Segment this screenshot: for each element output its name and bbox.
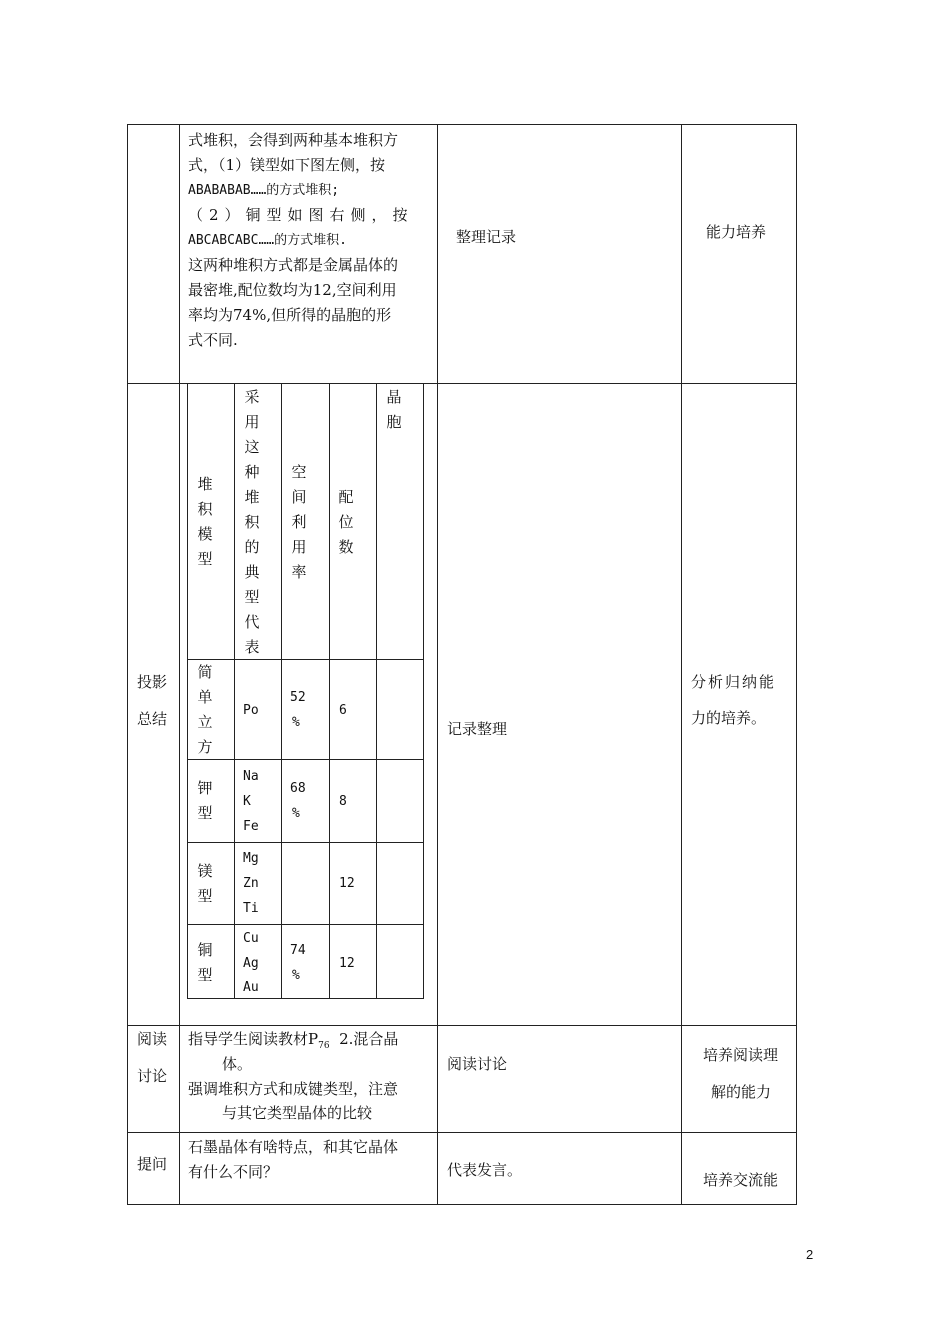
header-stacking-model: 堆 积 模 型 [197,475,213,568]
rate-potassium-unit: % [292,806,300,821]
page-number: 2 [806,1247,814,1262]
table-border-top [127,124,797,125]
rate-simple-cubic-unit: % [292,715,300,730]
inner-col-4 [376,384,377,999]
inner-col-1 [234,384,235,999]
row3-student-activity: 阅读讨论 [447,1055,508,1073]
model-potassium: 钾 型 [197,779,213,822]
row1-goal: 能力培养 [706,223,767,241]
row3-stage-line-1: 阅读 [137,1030,168,1048]
row1-line-3: ABABABAB……的方式堆积; [188,183,340,198]
examples-copper-3: Au [243,980,259,995]
model-copper: 铜 型 [197,941,213,984]
rate-potassium-value: 68 [290,781,306,796]
row2-stage-line-1: 投影 [137,673,168,691]
inner-col-3 [329,384,330,999]
inner-col-2 [281,384,282,999]
header-typical-examples: 采 用 这 种 堆 积 的 典 型 代 表 [244,388,260,656]
examples-copper-2: Ag [243,956,259,971]
header-coordination-number: 配 位 数 [338,488,354,556]
cn-potassium: 8 [339,794,347,809]
row1-student-activity: 整理记录 [456,228,517,246]
inner-row-2 [187,759,424,760]
row1-content [188,128,433,353]
row3-content-a: 指导学生阅读教材P [188,1030,319,1048]
rate-copper-value: 74 [290,943,306,958]
row1-line-8: 率均为74%,但所得的晶胞的形 [188,306,392,324]
examples-magnesium-3: Ti [243,901,259,916]
row1-line-2: 式，（1）镁型如下图左侧，按 [188,156,386,174]
row3-content-b: 2.混合晶 [329,1030,399,1048]
header-space-utilization: 空 间 利 用 率 [291,463,307,581]
table-col-divider-3 [681,124,682,1205]
header-unit-cell: 晶 胞 [386,388,402,431]
row2-goal-line-1: 分析归纳能 [691,673,777,691]
row1-line-9: 式不同. [188,331,238,349]
row2-stage-line-2: 总结 [137,710,168,728]
row3-content-line-4: 与其它类型晶体的比较 [222,1104,373,1122]
row4-stage: 提问 [137,1155,168,1173]
table-col-divider-1 [179,124,180,1205]
row1-line-4: （2）铜型如图右侧，按 [188,206,414,224]
examples-potassium-1: Na [243,769,259,784]
table-border-right [796,124,797,1205]
inner-row-3 [187,842,424,843]
inner-table-left [187,384,188,999]
examples-potassium-3: Fe [243,819,259,834]
row3-content-line-2: 体。 [222,1055,253,1073]
row3-content-line-3: 强调堆积方式和成键类型，注意 [188,1080,399,1098]
row1-line-6: 这两种堆积方式都是金属晶体的 [188,256,399,274]
model-magnesium: 镁 型 [197,862,213,905]
inner-row-1 [187,659,424,660]
row4-content-line-2: 有什么不同？ [188,1163,279,1181]
inner-table-bottom [187,998,424,999]
row3-goal-line-2: 解的能力 [711,1083,772,1101]
row3-content-line-1 [188,1027,398,1059]
row-divider-1 [127,383,797,384]
row2-goal-line-2: 力的培养。 [691,709,767,727]
row2-student-activity: 记录整理 [447,720,508,738]
examples-magnesium-2: Zn [243,876,259,891]
examples-magnesium-1: Mg [243,851,259,866]
inner-table-right [423,384,424,999]
table-border-bottom [127,1204,797,1205]
rate-simple-cubic-value: 52 [290,690,306,705]
row3-goal-line-1: 培养阅读理 [703,1046,779,1064]
row3-stage-line-2: 讨论 [137,1067,168,1085]
cn-magnesium: 12 [339,876,355,891]
model-simple-cubic: 简 单 立 方 [197,663,213,756]
examples-potassium-2: K [243,794,251,809]
rate-copper-unit: % [292,968,300,983]
row1-line-5: ABCABCABC……的方式堆积. [188,233,347,248]
row-divider-2 [127,1025,797,1026]
inner-row-4 [187,924,424,925]
cn-simple-cubic: 6 [339,703,347,718]
cn-copper: 12 [339,956,355,971]
row1-line-7: 最密堆,配位数均为12,空间利用 [188,281,397,299]
row1-line-1: 式堆积，会得到两种基本堆积方 [188,131,399,149]
row4-student-activity: 代表发言。 [447,1161,523,1179]
examples-simple-cubic: Po [243,703,259,718]
table-col-divider-2 [437,124,438,1205]
row3-content-sub: 76 [318,1041,330,1051]
table-border-left [127,124,128,1205]
row4-goal: 培养交流能 [703,1171,779,1189]
examples-copper-1: Cu [243,931,259,946]
row4-content-line-1: 石墨晶体有啥特点，和其它晶体 [188,1138,399,1156]
row-divider-3 [127,1132,797,1133]
